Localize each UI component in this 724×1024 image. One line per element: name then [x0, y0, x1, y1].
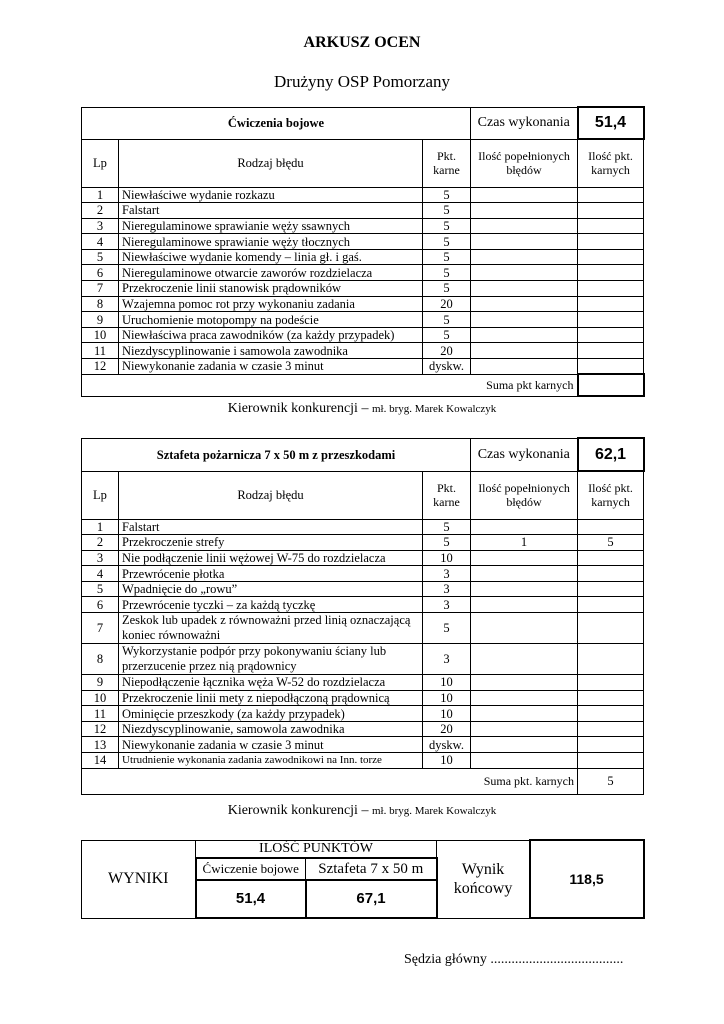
table-row — [82, 690, 644, 706]
error-count — [471, 265, 578, 281]
error-description: Nieregulaminowe sprawianie węży tłocznych — [119, 234, 423, 250]
row-number: 3 — [82, 218, 119, 234]
combat-exercise-table — [81, 106, 645, 397]
error-count — [471, 312, 578, 328]
error-description: Uruchomienie motopompy na podeście — [119, 312, 423, 328]
table-row — [82, 343, 644, 359]
penalty-points: 20 — [423, 296, 471, 312]
row-number: 1 — [82, 187, 119, 203]
error-count — [471, 296, 578, 312]
table-row — [82, 535, 644, 551]
penalty-points: 3 — [423, 597, 471, 613]
penalty-total — [578, 581, 644, 597]
manager-name: mł. bryg. Marek Kowalczyk — [371, 805, 497, 817]
col-penalty-total: Ilość pkt. karnych — [578, 139, 644, 187]
table-row — [82, 296, 644, 312]
penalty-points: 20 — [423, 343, 471, 359]
sum-label: Suma pkt. karnych — [82, 768, 578, 794]
table-row — [82, 327, 644, 343]
manager-dash: – — [361, 803, 369, 818]
row-number: 8 — [82, 296, 119, 312]
penalty-total — [578, 296, 644, 312]
penalty-total — [578, 675, 644, 691]
error-count — [471, 359, 578, 375]
penalty-total — [578, 566, 644, 582]
row-number: 9 — [82, 312, 119, 328]
row-number: 5 — [82, 581, 119, 597]
penalty-total — [578, 644, 644, 675]
error-description: Przekroczenie linii stanowisk prądowników — [119, 281, 423, 297]
team-subtitle: Drużyny OSP Pomorzany — [274, 72, 450, 91]
results-table — [81, 839, 645, 919]
penalty-total — [578, 519, 644, 535]
table-row — [82, 566, 644, 582]
penalty-points: 5 — [423, 312, 471, 328]
error-description: Niezdyscyplinowanie, samowola zawodnika — [119, 721, 423, 737]
penalty-total — [578, 613, 644, 644]
penalty-total — [578, 249, 644, 265]
table-row — [82, 706, 644, 722]
penalty-points: 10 — [423, 706, 471, 722]
penalty-points: 5 — [423, 327, 471, 343]
row-number: 1 — [82, 519, 119, 535]
error-count — [471, 566, 578, 582]
error-count — [471, 218, 578, 234]
error-count — [471, 613, 578, 644]
error-description: Falstart — [119, 519, 423, 535]
row-number: 13 — [82, 737, 119, 753]
table-row — [82, 519, 644, 535]
error-count — [471, 737, 578, 753]
error-description: Nie podłączenie linii wężowej W-75 do rozdzielacza — [119, 550, 423, 566]
points-label: ILOŚĆ PUNKTÓW — [196, 840, 437, 858]
penalty-total — [578, 597, 644, 613]
penalty-total — [578, 327, 644, 343]
row-number: 10 — [82, 327, 119, 343]
error-description: Wykorzystanie podpór przy pokonywaniu ściany lub przerzucenie przez nią prądownicy — [119, 644, 423, 675]
final-label: Wynik końcowy — [437, 840, 530, 918]
error-description: Niewykonanie zadania w czasie 3 minut — [119, 737, 423, 753]
row-number: 5 — [82, 249, 119, 265]
penalty-points: 5 — [423, 535, 471, 551]
row-number: 4 — [82, 566, 119, 582]
penalty-total — [578, 265, 644, 281]
chief-judge — [404, 952, 623, 968]
error-description: Ominięcie przeszkody (za każdy przypadek) — [119, 706, 423, 722]
competition-manager — [0, 401, 724, 417]
error-count — [471, 753, 578, 769]
manager-label: Kierownik konkurencji — [227, 401, 358, 416]
penalty-total — [578, 550, 644, 566]
manager-label: Kierownik konkurencji — [227, 803, 358, 818]
results-label: WYNIKI — [82, 840, 196, 918]
row-number: 11 — [82, 343, 119, 359]
section-title: Ćwiczenia bojowe — [82, 107, 471, 139]
manager-dash: – — [361, 401, 369, 416]
error-count — [471, 327, 578, 343]
error-description: Utrudnienie wykonania zadania zawodnikowi na Inn. torze — [119, 753, 423, 769]
penalty-points: 5 — [423, 613, 471, 644]
error-description: Nieregulaminowe sprawianie węży ssawnych — [119, 218, 423, 234]
penalty-total — [578, 187, 644, 203]
error-count — [471, 281, 578, 297]
row-number: 11 — [82, 706, 119, 722]
row-number: 12 — [82, 359, 119, 375]
row-number: 6 — [82, 597, 119, 613]
col-lp: Lp — [82, 139, 119, 187]
penalty-points: 3 — [423, 581, 471, 597]
penalty-points: 5 — [423, 234, 471, 250]
error-description: Przewrócenie tyczki – za każdą tyczkę — [119, 597, 423, 613]
time-value: 51,4 — [578, 107, 644, 139]
table-row — [82, 737, 644, 753]
row-number: 7 — [82, 613, 119, 644]
final-value: 118,5 — [530, 840, 644, 918]
row-number: 14 — [82, 753, 119, 769]
table-row — [82, 721, 644, 737]
table-row — [82, 644, 644, 675]
error-description: Niewłaściwe wydanie rozkazu — [119, 187, 423, 203]
penalty-total — [578, 359, 644, 375]
penalty-points: 3 — [423, 566, 471, 582]
section-title: Sztafeta pożarnicza 7 x 50 m z przeszkodami — [82, 438, 471, 471]
error-count — [471, 187, 578, 203]
penalty-points: dyskw. — [423, 737, 471, 753]
penalty-points: 5 — [423, 218, 471, 234]
row-number: 6 — [82, 265, 119, 281]
penalty-points: 10 — [423, 690, 471, 706]
relay-table — [81, 437, 645, 795]
col-error-type: Rodzaj błędu — [119, 139, 423, 187]
time-label: Czas wykonania — [471, 438, 578, 471]
penalty-points: dyskw. — [423, 359, 471, 375]
error-description: Niewłaściwe wydanie komendy – linia gł. i gaś. — [119, 249, 423, 265]
row-number: 2 — [82, 535, 119, 551]
signature-line: ...................................... — [490, 952, 624, 967]
row-number: 7 — [82, 281, 119, 297]
error-description: Nieregulaminowe otwarcie zaworów rozdzielacza — [119, 265, 423, 281]
error-description: Wzajemna pomoc rot przy wykonaniu zadania — [119, 296, 423, 312]
manager-name: mł. bryg. Marek Kowalczyk — [371, 403, 497, 415]
row-number: 8 — [82, 644, 119, 675]
error-count — [471, 581, 578, 597]
row-number: 4 — [82, 234, 119, 250]
error-description: Niewykonanie zadania w czasie 3 minut — [119, 359, 423, 375]
relay-col-label: Sztafeta 7 x 50 m — [306, 858, 437, 880]
penalty-points: 10 — [423, 753, 471, 769]
penalty-total — [578, 343, 644, 359]
sum-value: 5 — [578, 768, 644, 794]
penalty-total — [578, 690, 644, 706]
error-count — [471, 721, 578, 737]
combat-points: 51,4 — [196, 880, 306, 918]
table-row — [82, 187, 644, 203]
penalty-points: 5 — [423, 187, 471, 203]
error-description: Przewrócenie płotka — [119, 566, 423, 582]
error-description: Zeskok lub upadek z równoważni przed linią oznaczającą koniec równoważni — [119, 613, 423, 644]
error-description: Przekroczenie linii mety z niepodłączoną prądownicą — [119, 690, 423, 706]
error-count — [471, 519, 578, 535]
table-row — [82, 249, 644, 265]
row-number: 3 — [82, 550, 119, 566]
error-description: Niewłaściwa praca zawodników (za każdy przypadek) — [119, 327, 423, 343]
table-row — [82, 281, 644, 297]
col-error-count: Ilość popełnionych błędów — [471, 139, 578, 187]
row-number: 2 — [82, 203, 119, 219]
table-row — [82, 234, 644, 250]
error-count — [471, 706, 578, 722]
penalty-total — [578, 737, 644, 753]
error-description: Przekroczenie strefy — [119, 535, 423, 551]
penalty-points: 5 — [423, 519, 471, 535]
penalty-points: 5 — [423, 265, 471, 281]
row-number: 10 — [82, 690, 119, 706]
judge-label: Sędzia główny — [404, 952, 487, 967]
penalty-total — [578, 706, 644, 722]
penalty-total — [578, 203, 644, 219]
table-row — [82, 359, 644, 375]
time-label: Czas wykonania — [471, 107, 578, 139]
penalty-points: 3 — [423, 644, 471, 675]
error-count — [471, 690, 578, 706]
col-penalty: Pkt. karne — [423, 139, 471, 187]
penalty-total — [578, 312, 644, 328]
col-error-count: Ilość popełnionych błędów — [471, 471, 578, 519]
table-row — [82, 218, 644, 234]
col-error-type: Rodzaj błędu — [119, 471, 423, 519]
sum-label: Suma pkt karnych — [82, 374, 578, 396]
penalty-total — [578, 218, 644, 234]
penalty-total — [578, 721, 644, 737]
competition-manager — [0, 803, 724, 819]
table-row — [82, 550, 644, 566]
penalty-points: 5 — [423, 249, 471, 265]
row-number: 12 — [82, 721, 119, 737]
error-count — [471, 675, 578, 691]
document-title: ARKUSZ OCEN — [303, 34, 421, 51]
error-count — [471, 343, 578, 359]
error-description: Niezdyscyplinowanie i samowola zawodnika — [119, 343, 423, 359]
error-count — [471, 249, 578, 265]
error-count: 1 — [471, 535, 578, 551]
error-count — [471, 550, 578, 566]
relay-points: 67,1 — [306, 880, 437, 918]
combat-col-label: Ćwiczenie bojowe — [196, 858, 306, 880]
penalty-total — [578, 281, 644, 297]
table-row — [82, 312, 644, 328]
error-description: Niepodłączenie łącznika węża W-52 do rozdzielacza — [119, 675, 423, 691]
time-value: 62,1 — [578, 438, 644, 471]
table-row — [82, 613, 644, 644]
error-description: Wpadnięcie do „rowu” — [119, 581, 423, 597]
col-penalty-total: Ilość pkt. karnych — [578, 471, 644, 519]
error-count — [471, 234, 578, 250]
row-number: 9 — [82, 675, 119, 691]
sum-value — [578, 374, 644, 396]
penalty-points: 20 — [423, 721, 471, 737]
penalty-points: 5 — [423, 281, 471, 297]
col-penalty: Pkt. karne — [423, 471, 471, 519]
table-row — [82, 203, 644, 219]
error-count — [471, 644, 578, 675]
table-row — [82, 675, 644, 691]
penalty-points: 5 — [423, 203, 471, 219]
error-description: Falstart — [119, 203, 423, 219]
penalty-points: 10 — [423, 550, 471, 566]
table-row — [82, 581, 644, 597]
penalty-total — [578, 753, 644, 769]
table-row — [82, 753, 644, 769]
error-count — [471, 597, 578, 613]
penalty-total: 5 — [578, 535, 644, 551]
table-row — [82, 265, 644, 281]
penalty-points: 10 — [423, 675, 471, 691]
col-lp: Lp — [82, 471, 119, 519]
error-count — [471, 203, 578, 219]
penalty-total — [578, 234, 644, 250]
table-row — [82, 597, 644, 613]
